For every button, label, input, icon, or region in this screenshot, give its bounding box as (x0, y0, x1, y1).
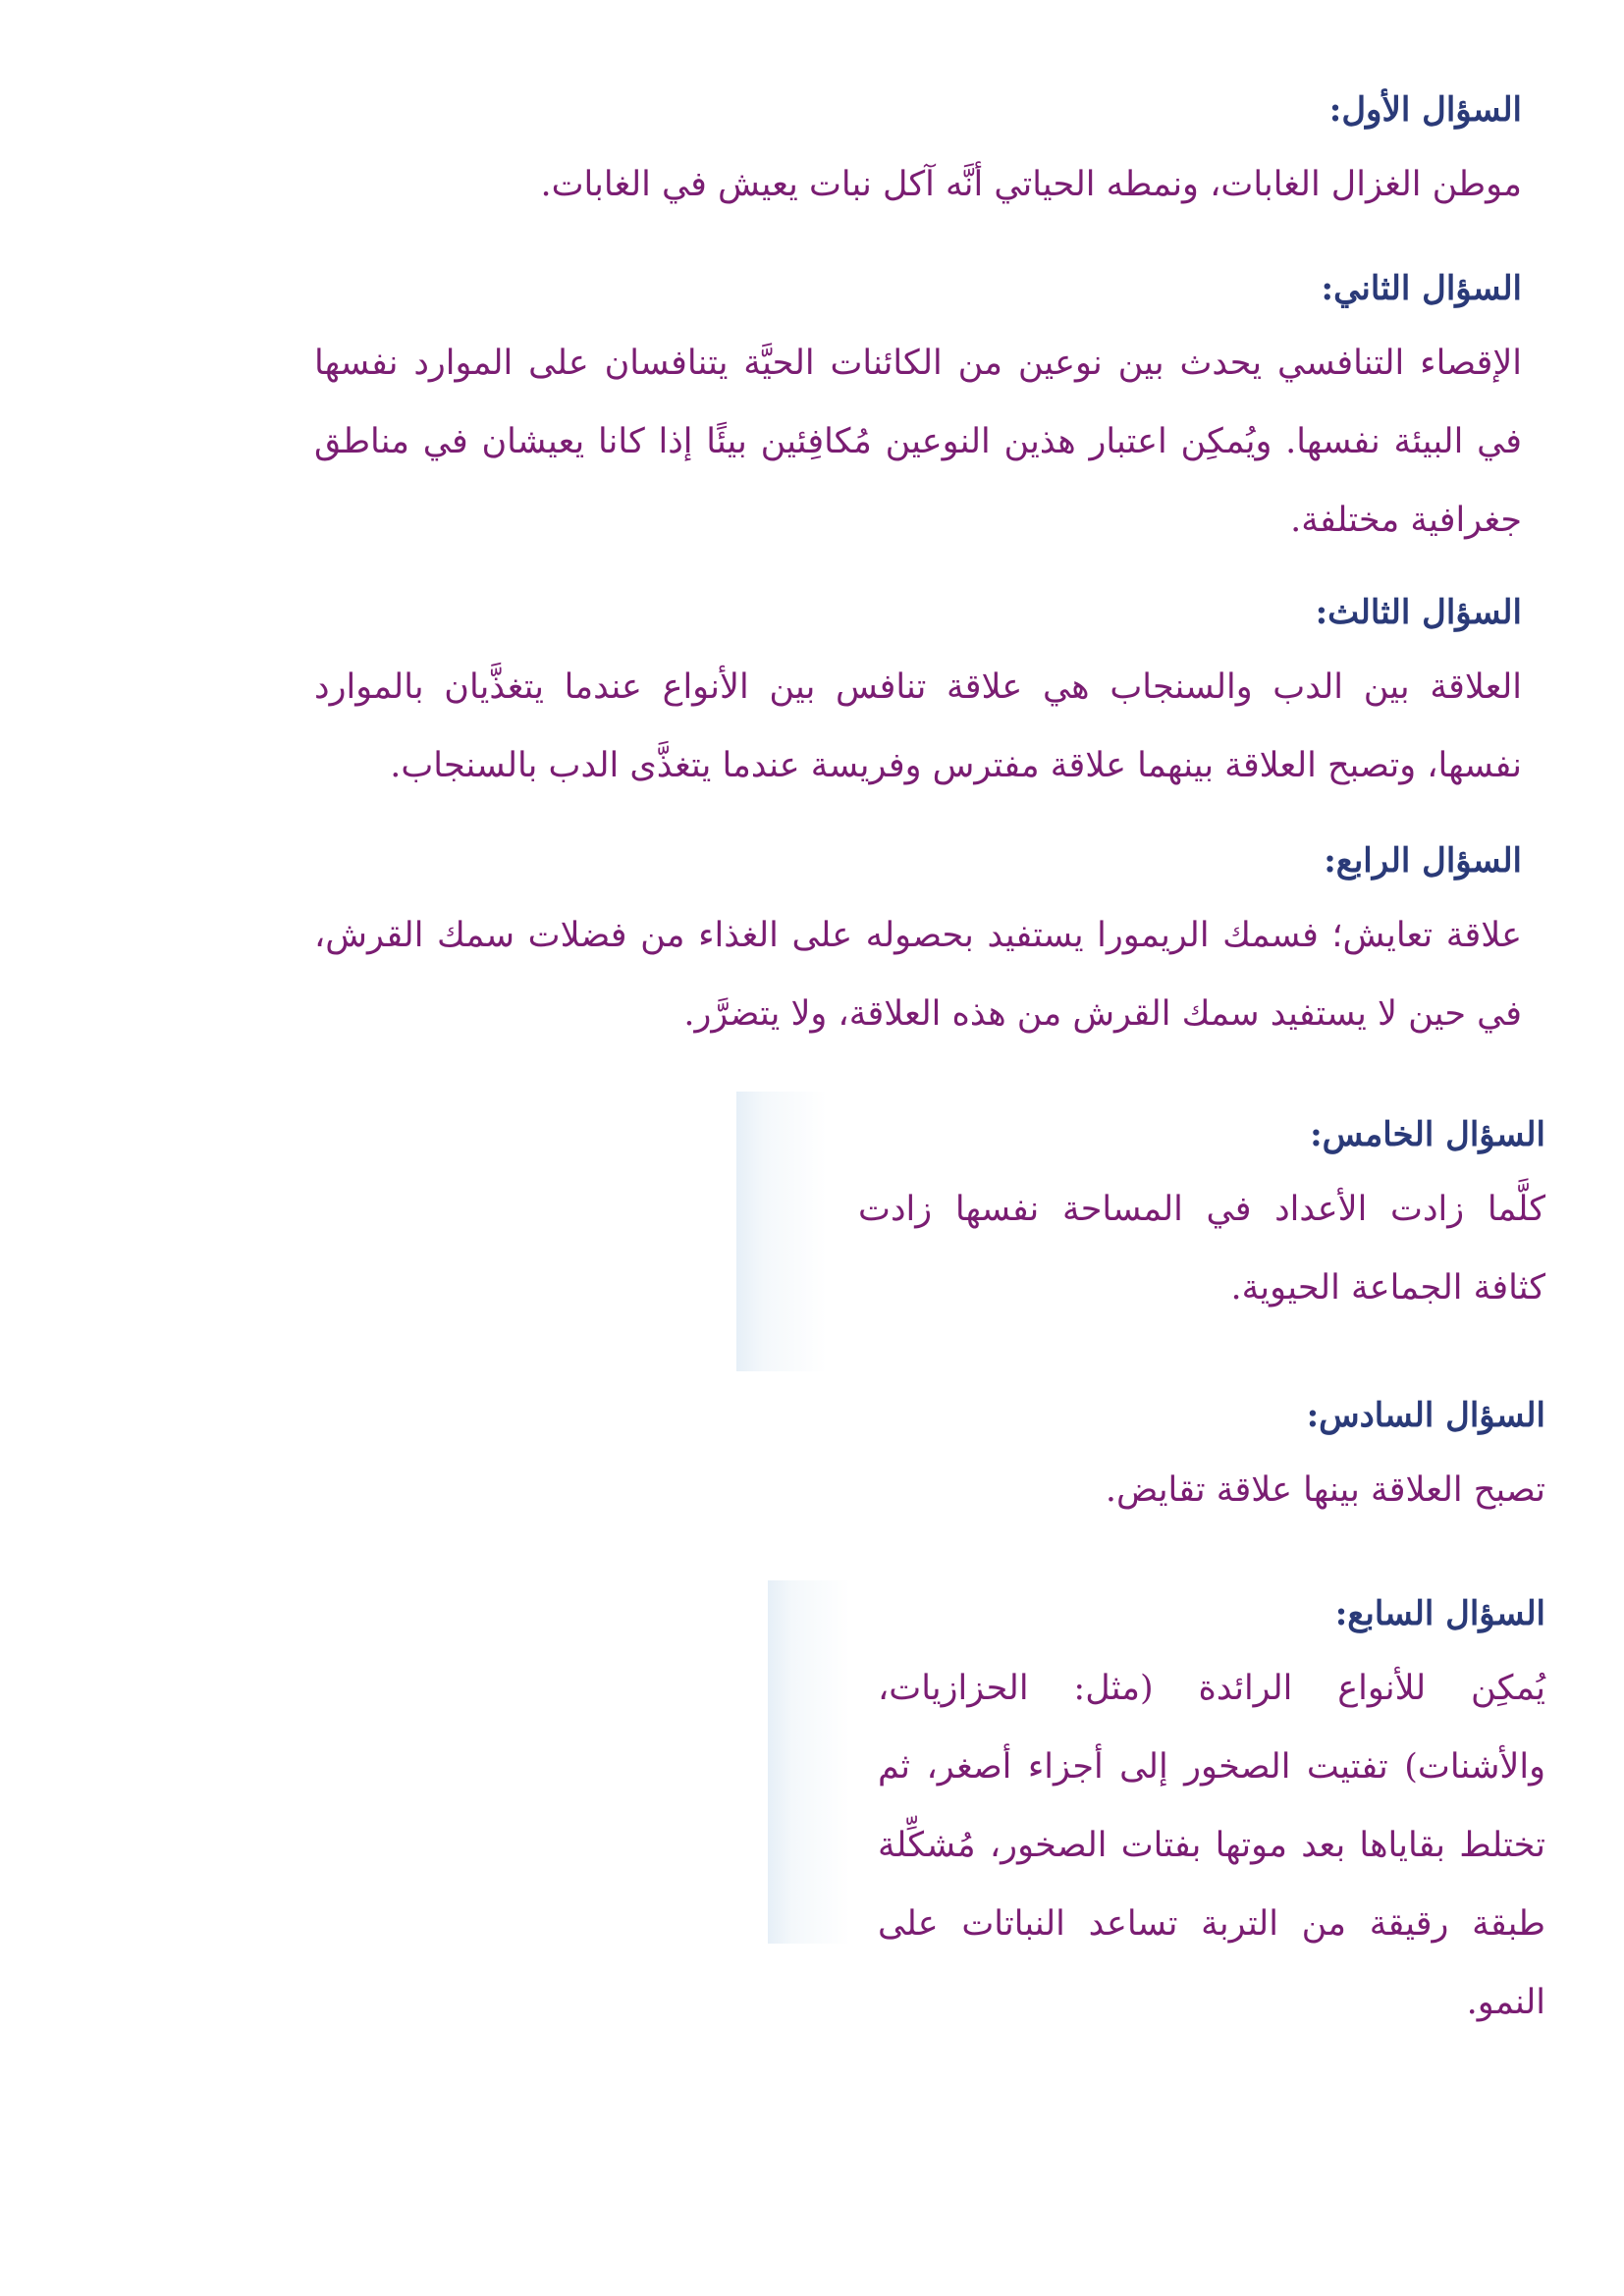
question-heading: السؤال الثاني: (1321, 269, 1522, 308)
question-6-answer (858, 1392, 1545, 1529)
answer-line: العلاقة بين الدب والسنجاب هي علاقة تنافس بين الأنواع عندما يتغذَّيان بالموارد (314, 667, 1522, 707)
question-4-answer (314, 837, 1522, 1053)
answer-line: الإقصاء التنافسي يحدث بين نوعين من الكائنات الحيَّة يتنافسان على الموارد نفسها (314, 344, 1522, 383)
answer-line: تفتيت الصخور إلى أجزاء أصغر، ثم تختلط بقاياها بعد (878, 1747, 1545, 1865)
question-heading: السؤال الخامس: (1310, 1115, 1545, 1154)
question-heading: السؤال السابع: (1334, 1594, 1545, 1633)
question-heading: السؤال السادس: (1306, 1396, 1545, 1435)
answer-line: يُمكِن للأنواع الرائدة (مثل: الحزازيات، والأشنات) (878, 1669, 1545, 1787)
answer-line: تساعد النباتات على النمو. (878, 1904, 1545, 2022)
answer-line: تصبح العلاقة بينها علاقة تقايض. (1105, 1470, 1545, 1510)
question-1-answer (412, 86, 1522, 224)
answer-text (314, 324, 1522, 560)
answer-line: موتها بفتات الصخور، مُشكِّلة طبقة رقيقة من التربة (878, 1826, 1545, 1944)
question-heading: السؤال الأول: (1328, 90, 1522, 130)
answer-text (858, 1170, 1545, 1327)
answer-text (878, 1649, 1545, 2042)
question-3-answer (314, 589, 1522, 805)
question-7-answer (878, 1590, 1545, 2042)
answer-line: موطن الغزال الغابات، ونمطه الحياتي أنَّه آكل نبات يعيش في الغابات. (540, 165, 1522, 204)
answer-text (314, 896, 1522, 1053)
answer-line: علاقة تعايش؛ فسمك الريمورا يستفيد بحصوله على الغذاء من فضلات سمك القرش، (314, 916, 1522, 955)
answer-line: في حين لا يستفيد سمك القرش من هذه العلاقة، ولا يتضرَّر. (683, 994, 1522, 1034)
question-2-answer (314, 265, 1522, 560)
answer-line: نفسها، وتصبح العلاقة بينهما علاقة مفترس وفريسة عندما يتغذَّى الدب بالسنجاب. (390, 746, 1522, 785)
answer-line: جغرافية مختلفة. (1290, 501, 1522, 540)
question-heading: السؤال الرابع: (1324, 841, 1522, 881)
answer-text (412, 145, 1522, 224)
answer-line: الحيوية. (1230, 1268, 1340, 1308)
question-heading: السؤال الثالث: (1315, 593, 1522, 632)
question-5-answer (858, 1111, 1545, 1327)
answer-text (858, 1451, 1545, 1529)
answer-line: في البيئة نفسها. ويُمكِن اعتبار هذين النوعين مُكافِئين بيئًا إذا كانا يعيشان في مناطق (314, 422, 1522, 461)
answer-line: كلَّما زادت الأعداد في المساحة نفسها زادت كثافة الجماعة (858, 1190, 1545, 1308)
answer-text (314, 648, 1522, 805)
